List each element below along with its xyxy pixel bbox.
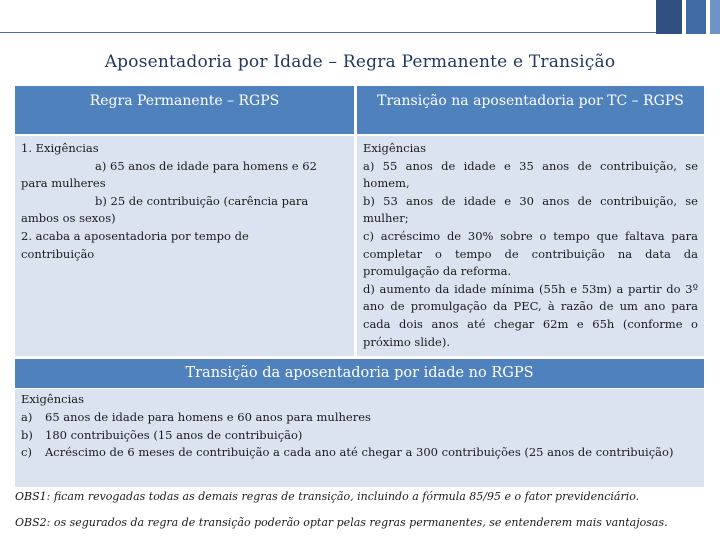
left-line: b) 25 de contribuição (carência para bbox=[95, 193, 309, 208]
item-text: 180 contribuições (15 anos de contribuição) bbox=[45, 427, 303, 442]
right-column-header bbox=[357, 86, 704, 134]
left-line: ambos os sexos) bbox=[21, 211, 116, 226]
item-text: Acréscimo de 6 meses de contribuição a cada ano até chegar a 300 contribuições (25 anos de contribuição) bbox=[45, 445, 674, 460]
left-line: 1. Exigências bbox=[21, 141, 99, 155]
left-column-header: Regra Permanente – RGPS bbox=[15, 86, 354, 134]
top-color-blocks bbox=[656, 0, 720, 34]
transition-section-body bbox=[15, 389, 704, 487]
transition-section-header: Transição da aposentadoria por idade no RGPS bbox=[15, 359, 704, 388]
item-marker: c) bbox=[21, 445, 32, 460]
left-line: 2. acaba a aposentadoria por tempo de bbox=[21, 228, 249, 243]
transition-item bbox=[21, 409, 698, 427]
left-line: para mulheres bbox=[21, 176, 106, 191]
item-marker: b) bbox=[21, 427, 33, 442]
right-line: c) acréscimo de 30% sobre o tempo que faltava para completar o tempo de contribuição na data da promulgação da reforma. bbox=[363, 228, 698, 279]
transition-intro: Exigências bbox=[21, 392, 85, 406]
top-decoration bbox=[0, 0, 720, 38]
left-line: a) 65 anos de idade para homens e 62 bbox=[95, 158, 317, 173]
slide-title: Aposentadoria por Idade – Regra Permanente e Transição bbox=[104, 52, 616, 72]
right-column-body bbox=[357, 136, 704, 356]
transition-item bbox=[21, 444, 698, 462]
right-header-text: Transição na aposentadoria por TC – RGPS bbox=[377, 93, 684, 109]
right-line: b) 53 anos de idade e 30 anos de contribuição, se mulher; bbox=[363, 193, 698, 226]
right-line: Exigências bbox=[363, 141, 427, 155]
obs-note-2: OBS2: os segurados da regra de transição poderão optar pelas regras permanentes, se entenderem mais vantajosas. bbox=[15, 516, 668, 529]
obs-note-1: OBS1: ficam revogadas todas as demais regras de transição, incluindo a fórmula 85/95 e o fator previdenciário. bbox=[15, 490, 640, 503]
item-marker: a) bbox=[21, 409, 33, 424]
item-text: 65 anos de idade para homens e 60 anos para mulheres bbox=[45, 409, 371, 424]
left-line: contribuição bbox=[21, 246, 95, 261]
transition-item bbox=[21, 427, 698, 445]
left-column-body bbox=[15, 136, 354, 356]
right-line: a) 55 anos de idade e 35 anos de contribuição, se homem, bbox=[363, 158, 698, 191]
right-line: d) aumento da idade mínima (55h e 53m) a partir do 3º ano de promulgação da PEC, à razão de um ano para cada dois anos até chegar 62m e 65h (conforme o próximo slide). bbox=[363, 281, 698, 349]
top-rule bbox=[0, 32, 720, 33]
